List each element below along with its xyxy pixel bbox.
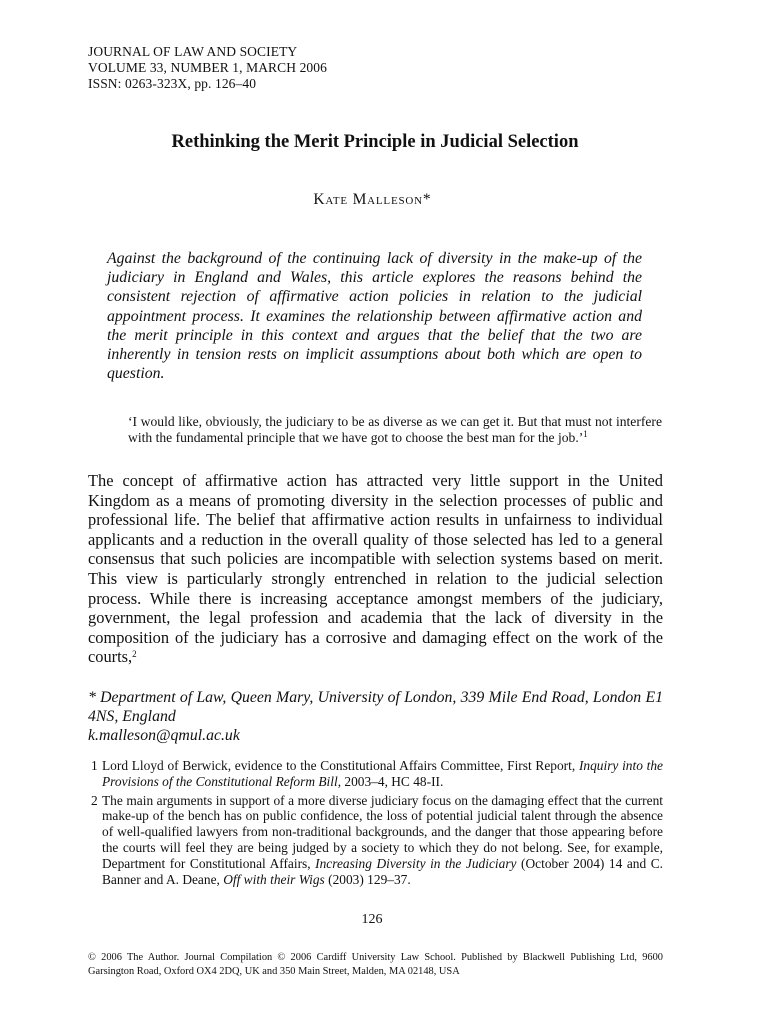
abstract: Against the background of the continuing lack of diversity in the make-up of the judiciary in England and Wales, this article explores the reasons behind the consistent rejection of affirmative action policies in relation to the judicial appointment process. It examines the relationship between affirmative action and the merit principle in this context and argues that the belief that the two are inherently in tension rests on implicit assumptions about both which are open to question. <box>107 250 642 383</box>
article-title: Rethinking the Merit Principle in Judicial Selection <box>171 132 579 152</box>
footnote-italic-title: Increasing Diversity in the Judiciary <box>315 855 517 871</box>
epigraph <box>128 414 662 446</box>
affiliation-address: * Department of Law, Queen Mary, University of London, 339 Mile End Road, London E1 4NS, England <box>88 689 663 726</box>
article-author <box>0 191 744 209</box>
footnote-text: (2003) 129–37. <box>324 871 411 887</box>
journal-header <box>88 44 327 92</box>
author-footnote-mark: * <box>422 191 431 208</box>
footnotes <box>88 758 663 890</box>
page-number: 126 <box>361 912 383 927</box>
footnote-ref-1: 1 <box>583 428 588 439</box>
copyright-notice: © 2006 The Author. Journal Compilation © 2006 Cardiff University Law School. Published by Blackwell Publishing Ltd, 9600 Garsington Road, Oxford OX4 2DQ, UK and 350 Main Street, Malden, MA 02148, USA <box>88 952 663 977</box>
epigraph-text: ‘I would like, obviously, the judiciary to be as diverse as we can get it. But that must not interfere with the fundamental principle that we have got to choose the best man for the job.’ <box>128 414 662 445</box>
footnote-text: Lord Lloyd of Berwick, evidence to the Constitutional Affairs Committee, First Report, <box>102 758 579 773</box>
footnote-ref-2: 2 <box>132 649 137 660</box>
footnote-number: 1 <box>91 758 98 773</box>
footnote-2 <box>88 793 663 888</box>
journal-issn: ISSN: 0263-323X, pp. 126–40 <box>88 76 257 91</box>
body-paragraph <box>88 471 663 667</box>
footnote-text: The main arguments in support of a more diverse judiciary focus on the damaging effect that the current make-up of the bench has on public confidence, the loss of potential judicial talent through the absence of well-qualified lawyers from non-traditional backgrounds, and the danger that those appearing before the courts will feel they are being judged by a society to which they do not belong. See, for example, Department for Constitutional Affairs, <box>102 792 663 871</box>
footnote-number: 2 <box>91 792 98 808</box>
author-affiliation <box>88 688 663 746</box>
footnote-italic-title: Off with their Wigs <box>223 871 325 887</box>
footnote-1 <box>88 758 663 790</box>
footnote-text: , 2003–4, HC 48-II. <box>337 773 444 789</box>
journal-name: JOURNAL OF LAW AND SOCIETY <box>88 44 298 59</box>
footnote-text: (October 2004) 14 and C. Banner and A. Deane, <box>102 855 663 887</box>
body-paragraph-text: The concept of affirmative action has attracted very little support in the United Kingdom as a means of promoting diversity in the selection processes of public and professional life. The belief that affirmative action results in unfairness to individual applicants and a reduction in the overall quality of those selected has led to a general consensus that such policies are incompatible with selection systems based on merit. This view is particularly strongly entrenched in relation to the judicial selection process. While there is increasing acceptance amongst members of the judiciary, government, the legal profession and academia that the lack of diversity in the composition of the judiciary has a corrosive and damaging effect on the work of the courts, <box>88 471 663 667</box>
journal-volume: VOLUME 33, NUMBER 1, MARCH 2006 <box>88 60 327 75</box>
footnote-italic-title: Inquiry into the Provisions of the Constitutional Reform Bill <box>102 758 663 789</box>
affiliation-email: k.malleson@qmul.ac.uk <box>88 727 240 745</box>
author-name: Kate Malleson <box>313 191 423 208</box>
